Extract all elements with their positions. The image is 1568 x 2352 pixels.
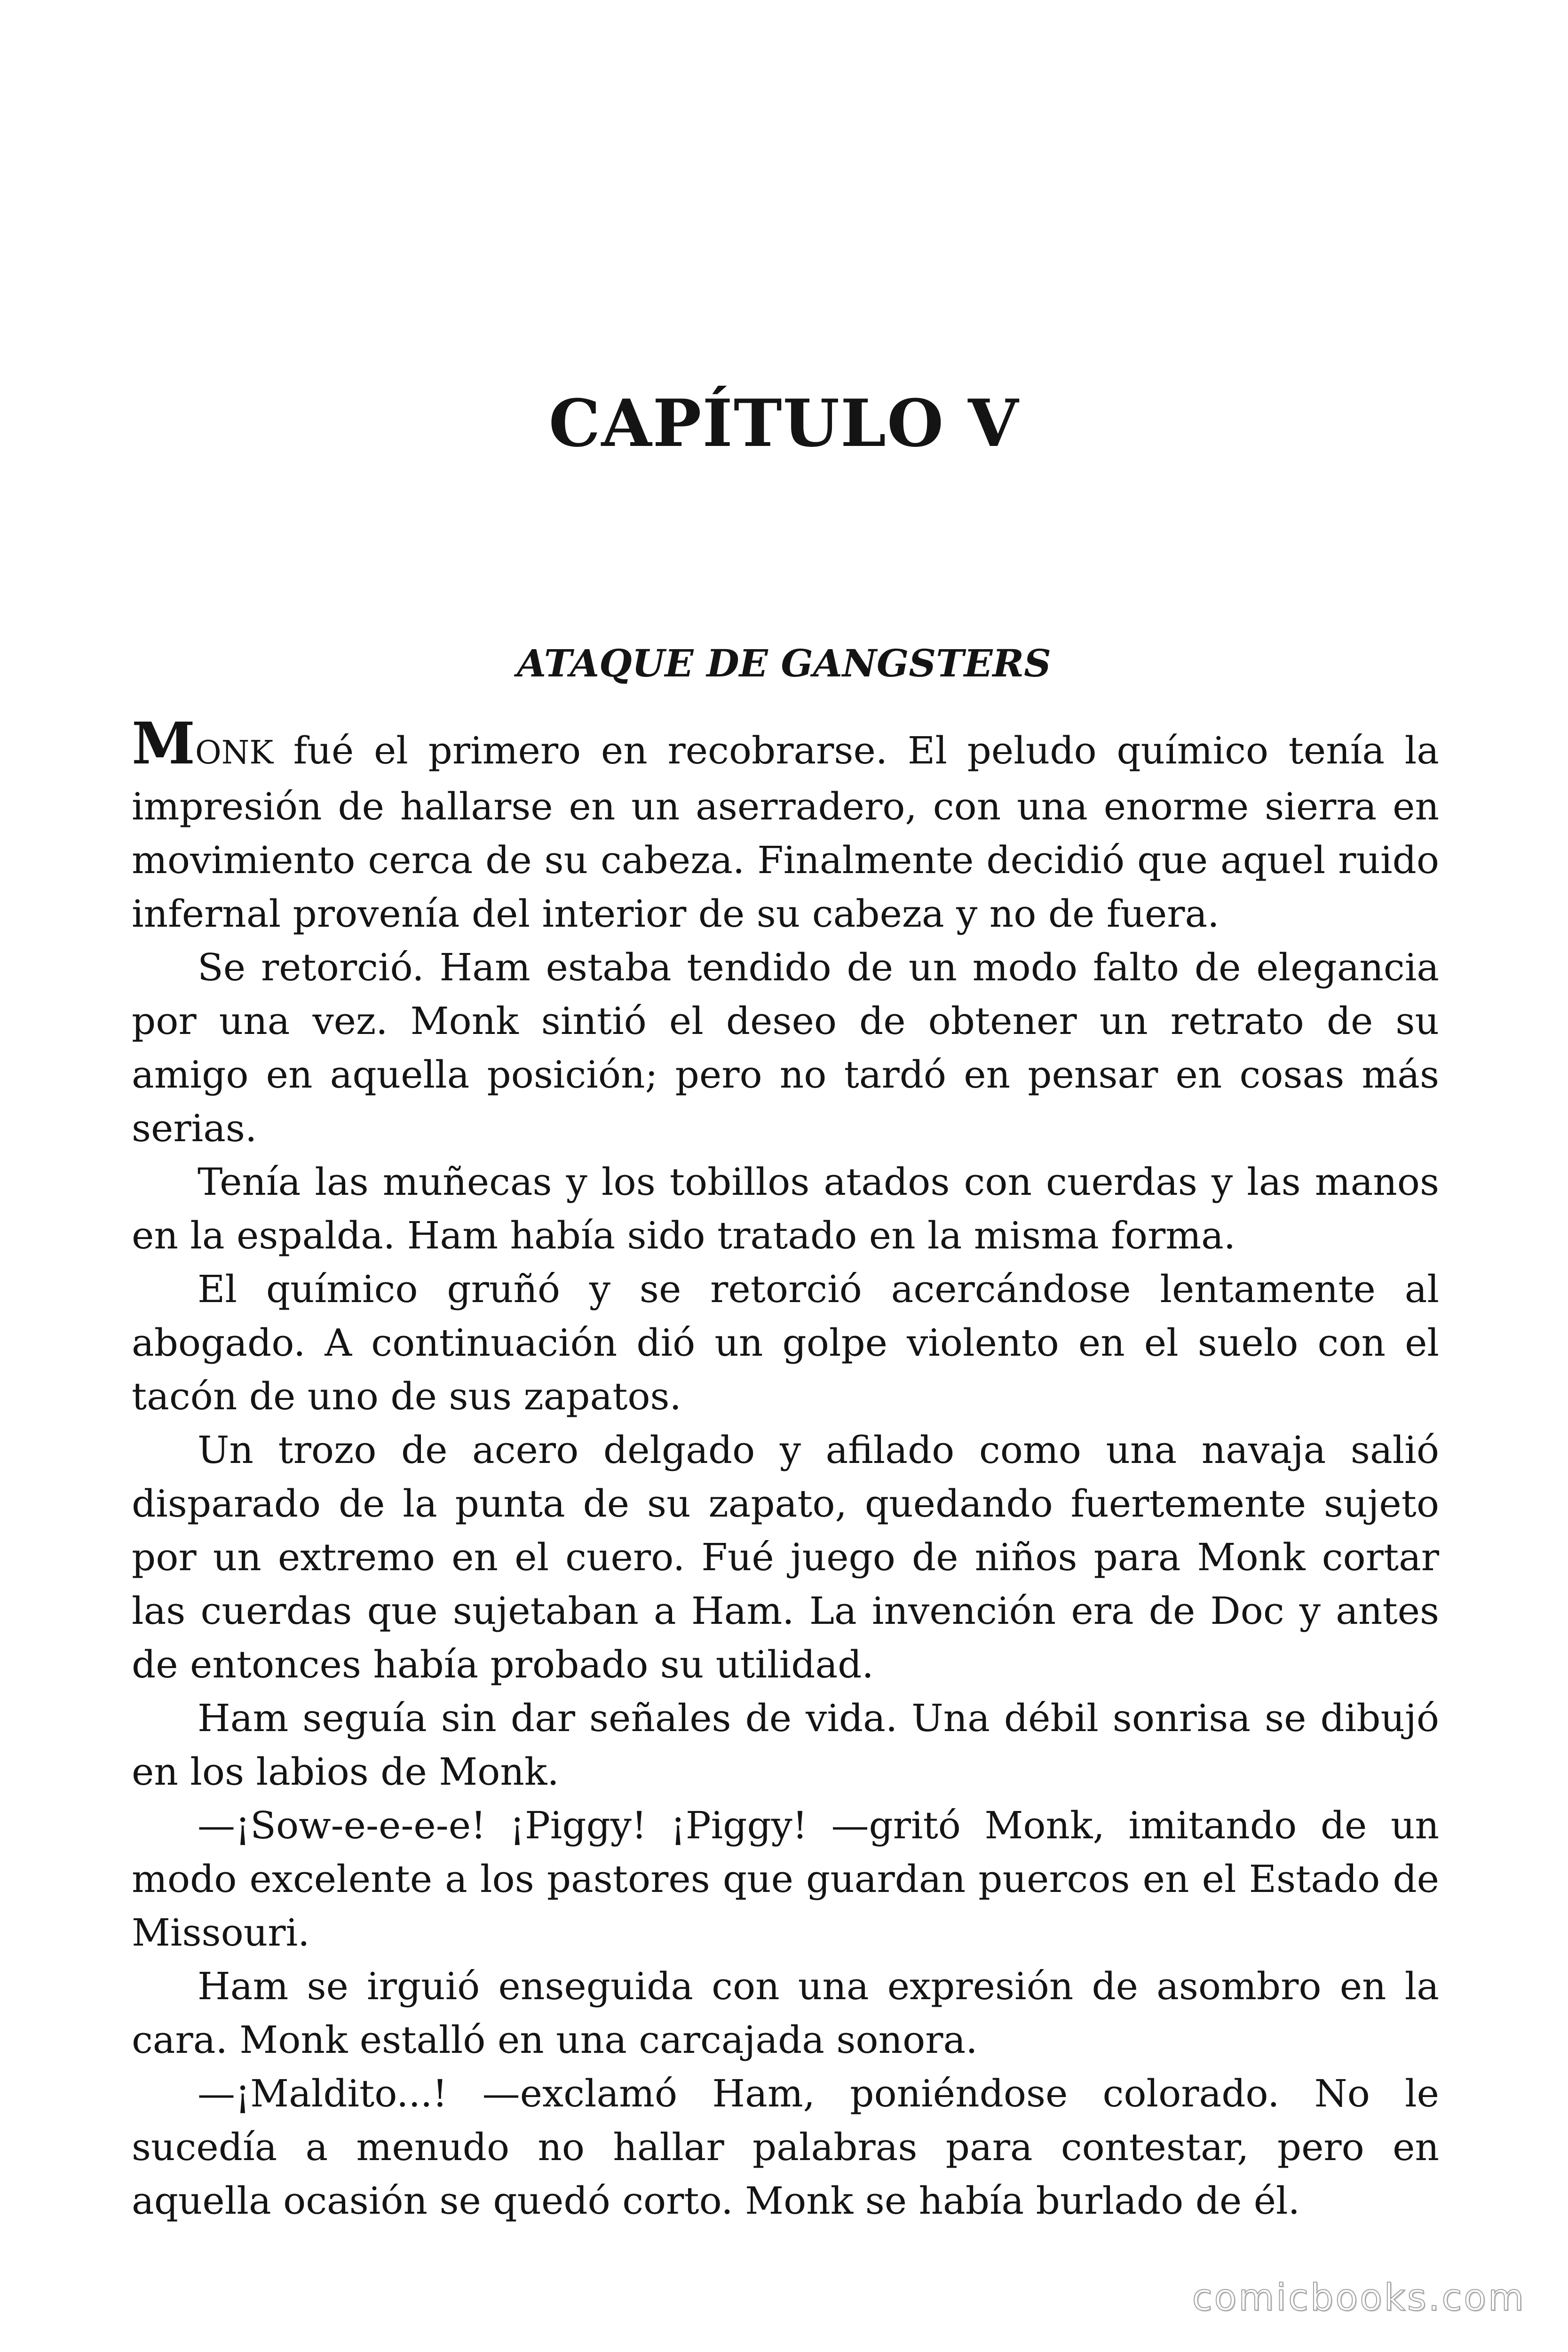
paragraph-9: —¡Maldito...! —exclamó Ham, poniéndose colorado. No le sucedía a menudo no hallar palabras para contestar, pero en aquella ocasión se quedó corto. Monk se había burlado de él. — [132, 2072, 1439, 2223]
paragraph-3: Tenía las muñecas y los tobillos atados con cuerdas y las manos en la espalda. Ham había sido tratado en la misma forma. — [132, 1160, 1439, 1257]
chapter-title: CAPÍTULO V — [548, 385, 1020, 461]
body-text — [132, 709, 1439, 2228]
drop-cap: M — [132, 709, 196, 777]
paragraph-8: Ham se irguió enseguida con una expresión de asombro en la cara. Monk estalló en una carcajada sonora. — [132, 1964, 1439, 2062]
paragraph-7: —¡Sow-e-e-e-e! ¡Piggy! ¡Piggy! —gritó Monk, imitando de un modo excelente a los pastores que guardan puercos en el Estado de Missouri. — [132, 1804, 1439, 1955]
watermark: comicbooks.com — [1192, 2277, 1526, 2319]
paragraph-5: Un trozo de acero delgado y afilado como una navaja salió disparado de la punta de su zapato, quedando fuertemente sujeto por un extremo en el cuero. Fué juego de niños para Monk cortar las cuerdas que sujetaban a Ham. La invención era de Doc y antes de entonces había probado su utilidad. — [132, 1428, 1439, 1686]
small-caps-lead: ONK — [195, 734, 274, 771]
chapter-subtitle: ATAQUE DE GANGSTERS — [517, 641, 1051, 685]
paragraph-2: Se retorció. Ham estaba tendido de un modo falto de elegancia por una vez. Monk sintió el deseo de obtener un retrato de su amigo en aquella posición; pero no tardó en pensar en cosas más serias. — [132, 946, 1439, 1150]
paragraph-6: Ham seguía sin dar señales de vida. Una débil sonrisa se dibujó en los labios de Monk. — [132, 1696, 1439, 1794]
paragraph-1-text: fué el primero en recobrarse. El peludo químico tenía la impresión de hallarse en un aserradero, con una enorme sierra en movimiento cerca de su cabeza. Finalmente decidió que aquel ruido infernal provenía del interior de su cabeza y no de fuera. — [132, 729, 1439, 936]
paragraph-4: El químico gruñó y se retorció acercándose lentamente al abogado. A continuación dió un golpe violento en el suelo con el tacón de uno de sus zapatos. — [132, 1267, 1439, 1418]
paragraph-1 — [132, 709, 1439, 941]
